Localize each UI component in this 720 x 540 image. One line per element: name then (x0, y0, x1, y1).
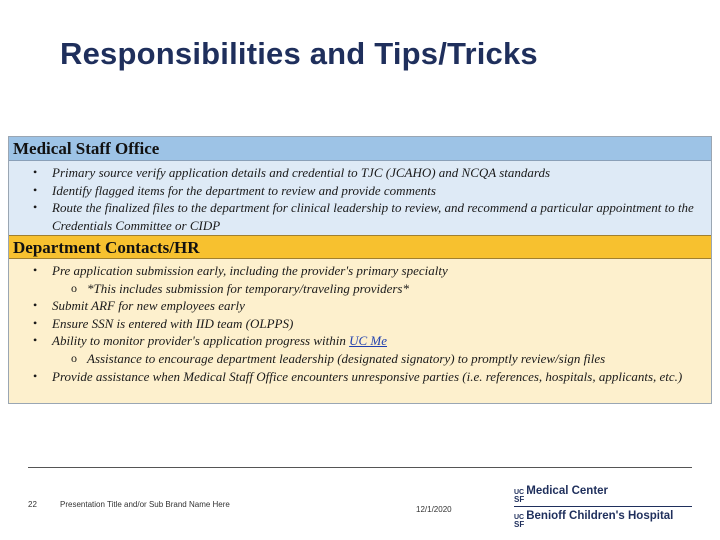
footer-date: 12/1/2020 (416, 505, 452, 514)
bullet-icon: • (33, 200, 38, 215)
responsibilities-table (8, 136, 712, 404)
list-item: • Ensure SSN is entered with IID team (OLPPS) (33, 315, 294, 331)
list-item: • Identify flagged items for the department to review and provide comments (33, 182, 436, 198)
department-contacts-list (9, 259, 711, 385)
bullet-icon: • (33, 182, 38, 197)
section-body-department-contacts (9, 259, 711, 404)
uc-me-link[interactable]: UC Me (349, 333, 388, 349)
section-header-medical-staff-office: Medical Staff Office (9, 137, 711, 161)
sub-list-item: o Assistance to encourage department leadership (designated signatory) to promptly review/sign files (71, 350, 606, 366)
slide-title: Responsibilities and Tips/Tricks (60, 36, 538, 71)
bullet-icon: • (33, 315, 38, 330)
list-item: • Pre application submission early, including the provider's primary specialty (33, 263, 448, 278)
medical-staff-office-list (9, 161, 711, 234)
page-number: 22 (28, 500, 37, 509)
bullet-icon: • (33, 263, 38, 277)
sub-list-item: o *This includes submission for temporary/traveling providers* (71, 280, 409, 296)
bullet-icon: • (33, 298, 38, 313)
logo-medical-center: UC SF Medical Center (514, 485, 609, 504)
bullet-icon: • (33, 368, 38, 383)
logo-divider (514, 506, 692, 507)
section-header-department-contacts: Department Contacts/HR (9, 235, 711, 259)
logo-childrens-hospital: UC SF Benioff Children's Hospital (514, 510, 674, 529)
ucsf-logo (514, 484, 714, 530)
sub-bullet-icon: o (71, 280, 77, 295)
bullet-icon: • (33, 165, 38, 179)
list-item: • Provide assistance when Medical Staff Office encounters unresponsive parties (i.e. references, hospitals, applicants, etc.) (33, 368, 683, 384)
ucsf-mark-icon: UC SF (514, 489, 525, 504)
list-item: • Route the finalized files to the department for clinical leadership to review, and recommend a particular appointment to the Credentials Committee or CIDP (33, 200, 694, 233)
list-item: • Primary source verify application details and credential to TJC (JCAHO) and NCQA standards (33, 165, 551, 180)
sub-bullet-icon: o (71, 350, 77, 365)
list-item: • Ability to monitor provider's application progress within UC Me (33, 333, 388, 349)
section-body-medical-staff-office (9, 161, 711, 235)
ucsf-mark-icon: UC SF (514, 514, 525, 529)
presentation-title: Presentation Title and/or Sub Brand Name Here (60, 500, 230, 509)
bullet-icon: • (33, 333, 38, 348)
list-item: • Submit ARF for new employees early (33, 298, 245, 314)
footer-divider (28, 467, 692, 468)
